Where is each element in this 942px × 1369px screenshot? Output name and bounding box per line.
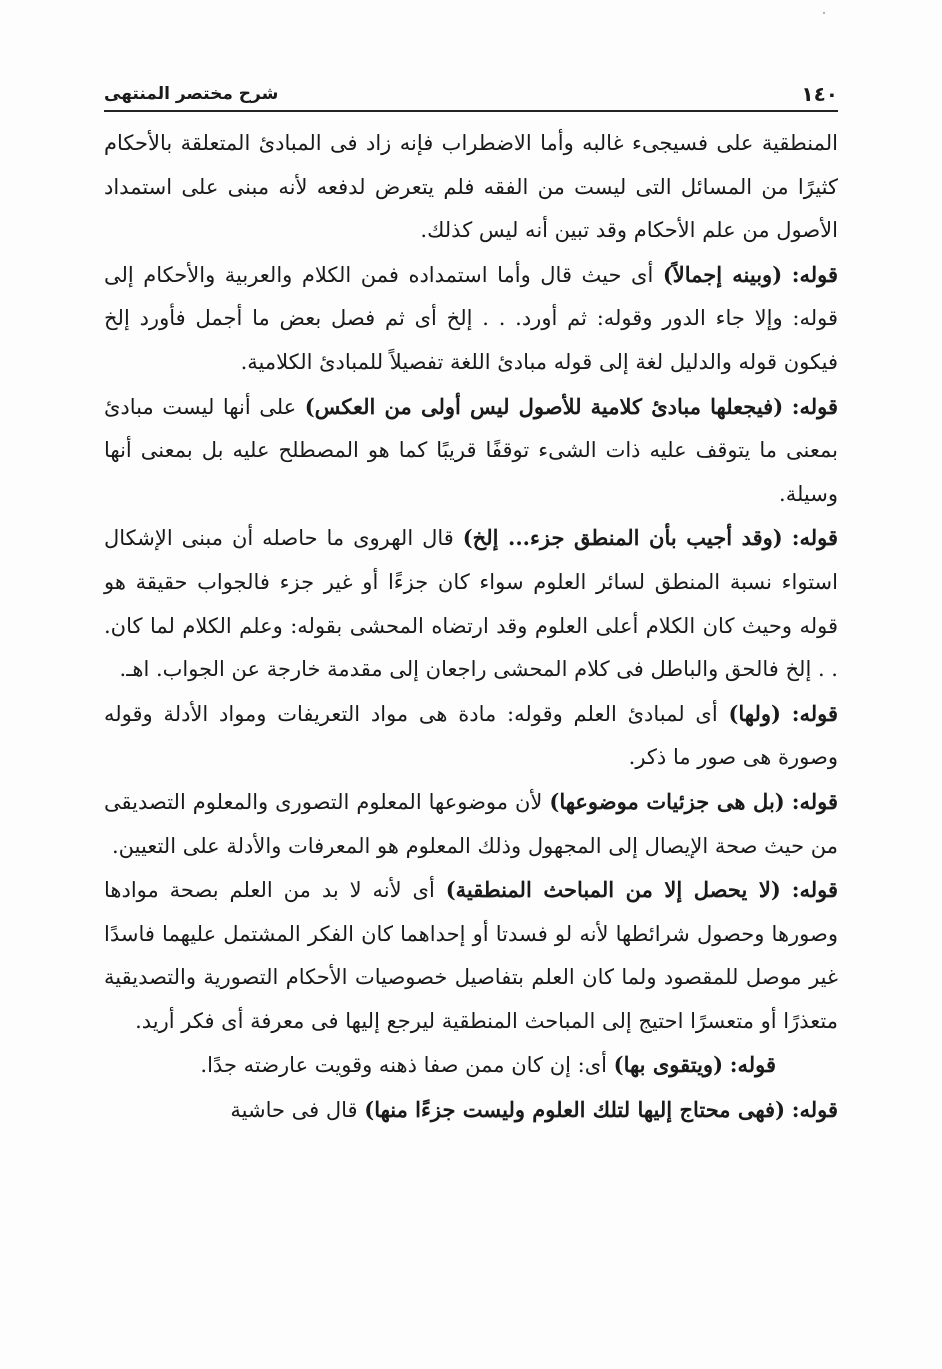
quoted-phrase: (فيجعلها مبادئ كلامية للأصول ليس أولى من العكس) [304, 393, 784, 419]
paragraph-commentary [104, 516, 838, 691]
paragraph-text: أى حيث قال وأما استمداده فمن الكلام والعربية والأحكام إلى قوله: وإلا جاء الدور وقوله: ثم أورد. . . إلخ أى ثم فصل بعض ما أجمل فأورد إلخ فيكون قوله والدليل لغة إلى قوله مبادئ اللغة تفصيلاً للمبادئ الكلامية. [104, 262, 838, 374]
quoted-phrase: (ويتقوى بها) [613, 1052, 724, 1078]
paragraph-commentary [104, 253, 838, 385]
paragraph-text: قال الهروى ما حاصله أن مبنى الإشكال استواء نسبة المنطق لسائر العلوم سواء كان جزءًا أو غير جزء فالجواب حقيقة هو قوله وحيث كان الكلام أعلى العلوم وقد ارتضاه المحشى بقوله: وعلم الكلام لما كان. . . إلخ فالحق والباطل فى كلام المحشى راجعان إلى مقدمة خارجة عن الجواب. اهـ. [104, 526, 838, 682]
qawluhu-label: قوله: [791, 393, 838, 419]
quoted-phrase: (بل هى جزئيات موضوعها) [549, 788, 785, 814]
running-title: شرح مختصر المنتهى [104, 84, 279, 104]
quoted-phrase: (لا يحصل إلا من المباحث المنطقية) [445, 877, 781, 903]
qawluhu-label: قوله: [791, 788, 839, 814]
scan-speck [823, 12, 825, 14]
quoted-phrase: (ولها) [728, 700, 781, 726]
paragraph-text: أى لمبادئ العلم وقوله: مادة هى مواد التعريفات ومواد الأدلة وقوله وصورة هى صور ما ذكر. [104, 701, 838, 770]
paragraph-commentary [104, 385, 838, 517]
qawluhu-label: قوله: [791, 525, 838, 551]
quoted-phrase: (فهى محتاج إليها لتلك العلوم وليست جزءًا منها) [364, 1097, 786, 1123]
paragraph-commentary [104, 1043, 838, 1088]
paragraph-text: المنطقية على فسيجىء غالبه وأما الاضطراب فإنه زاد فى المبادئ المتعلقة بالأحكام كثيرًا من المسائل التى ليست من الفقه فلم يتعرض لدفعه لأنه مبنى على استمداد الأصول من علم الأحكام وقد تبين أنه ليس كذلك. [104, 131, 838, 243]
qawluhu-label: قوله: [791, 700, 838, 726]
paragraph-commentary [104, 868, 838, 1043]
paragraph-text: قال فى حاشية [230, 1098, 358, 1123]
paragraph-commentary [104, 1088, 838, 1133]
page-number: ١٤٠ [801, 82, 838, 106]
quoted-phrase: (وبينه إجمالاً) [662, 261, 783, 287]
paragraph-text: أى لأنه لا بد من العلم بصحة موادها وصورها وحصول شرائطها لأنه لو فسدتا أو إحداهما كان الفكر المشتمل عليهما فاسدًا غير موصل للمقصود ولما كان العلم بتفاصيل خصوصيات الأحكام التصورية والتصديقية متعذرًا أو متعسرًا احتيج إلى المباحث المنطقية ليرجع إليها فى معرفة أى فكر أريد. [104, 878, 838, 1033]
paragraph-commentary [104, 780, 838, 868]
qawluhu-label: قوله: [729, 1052, 776, 1078]
qawluhu-label: قوله: [791, 261, 838, 287]
qawluhu-label: قوله: [791, 877, 838, 903]
header-rule [104, 110, 838, 112]
paragraph-continued [104, 122, 838, 253]
paragraph-commentary [104, 692, 838, 780]
paragraph-text: أى: إن كان ممن صفا ذهنه وقويت عارضته جدًا. [200, 1053, 607, 1078]
quoted-phrase: (وقد أجيب بأن المنطق جزء... إلخ) [462, 525, 783, 551]
page-header [104, 78, 838, 110]
qawluhu-label: قوله: [791, 1097, 838, 1123]
paragraph-text: على أنها ليست مبادئ بمعنى ما يتوقف عليه ذات الشىء توقفًا قريبًا كما هو المصطلح عليه بل بمعنى أنها وسيلة. [104, 394, 838, 506]
page-body [104, 122, 838, 1133]
paragraph-text: لأن موضوعها المعلوم التصورى والمعلوم التصديقى من حيث صحة الإيصال إلى المجهول وذلك المعلوم هو المعرفات والأدلة على التعيين. [104, 789, 838, 858]
